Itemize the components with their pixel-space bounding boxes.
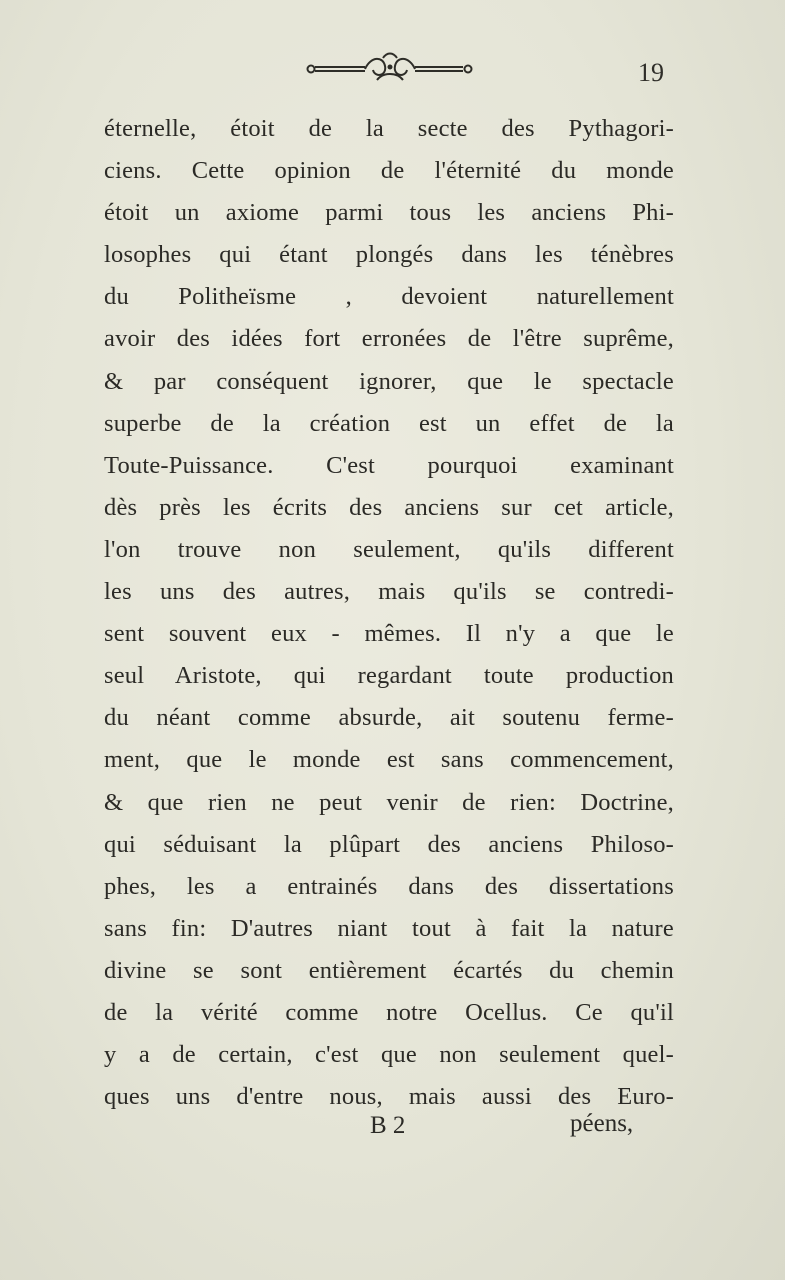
text-line: phes, les a entrainés dans des dissertations	[104, 872, 674, 900]
signature-mark: B 2	[370, 1112, 406, 1139]
text-line: ciens. Cette opinion de l'éternité du monde	[104, 157, 674, 185]
text-line: Toute-Puissance. C'est pourquoi examinant	[104, 451, 674, 479]
text-line: ment, que le monde est sans commencement,	[104, 746, 674, 774]
text-line: de la vérité comme notre Ocellus. Ce qu'il	[104, 998, 674, 1026]
catchword: péens,	[570, 1110, 634, 1137]
text-line: divine se sont entièrement écartés du chemin	[104, 956, 674, 984]
body-text	[104, 108, 674, 1118]
text-line: y a de certain, c'est que non seulement quel-	[104, 1041, 674, 1069]
text-line: du néant comme absurde, ait soutenu ferme-	[104, 704, 674, 732]
text-line: l'on trouve non seulement, qu'ils different	[104, 535, 674, 563]
text-line: sent souvent eux - mêmes. Il n'y a que le	[104, 620, 674, 648]
text-line: superbe de la création est un effet de la	[104, 409, 674, 437]
ornamental-headpiece	[305, 50, 475, 86]
text-line: losophes qui étant plongés dans les ténèbres	[104, 241, 674, 269]
text-line: éternelle, étoit de la secte des Pythagori-	[104, 115, 674, 142]
text-line: avoir des idées fort erronées de l'être suprême,	[104, 325, 674, 353]
text-line: les uns des autres, mais qu'ils se contredi-	[104, 578, 674, 606]
text-line: & que rien ne peut venir de rien: Doctrine,	[104, 788, 674, 816]
text-line: & par conséquent ignorer, que le spectacle	[104, 367, 674, 395]
text-line: sans fin: D'autres niant tout à fait la nature	[104, 914, 674, 942]
page-number: 19	[638, 58, 664, 87]
text-line: ques uns d'entre nous, mais aussi des Euro-	[104, 1083, 674, 1111]
text-line: du Politheïsme , devoient naturellement	[104, 283, 674, 311]
text-line: qui séduisant la plûpart des anciens Philoso-	[104, 830, 674, 858]
text-line: dès près les écrits des anciens sur cet article,	[104, 493, 674, 521]
text-line: étoit un axiome parmi tous les anciens Phi-	[104, 199, 674, 227]
text-line: seul Aristote, qui regardant toute production	[104, 662, 674, 690]
